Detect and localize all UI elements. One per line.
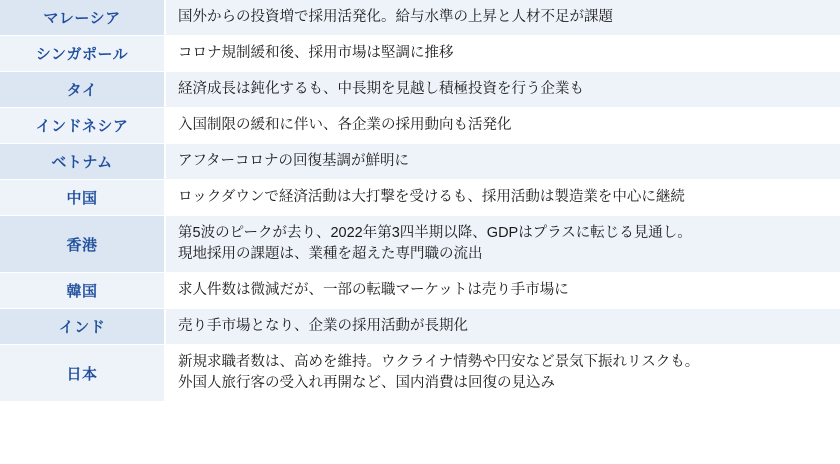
table-row [0,180,840,216]
description-cell [165,144,840,180]
description-cell [165,0,840,36]
description-cell [165,345,840,402]
country-label: 日本 [0,345,165,402]
table-row [0,36,840,72]
table-row [0,108,840,144]
table-row [0,309,840,345]
country-label: マレーシア [0,0,165,36]
country-label: ベトナム [0,144,165,180]
description-cell [165,108,840,144]
description-cell [165,273,840,309]
description-cell [165,36,840,72]
description-line: アフターコロナの回復基調が鮮明に [178,153,409,170]
table-row [0,144,840,180]
description-line: 売り手市場となり、企業の採用活動が長期化 [178,318,468,335]
description-line: コロナ規制緩和後、採用市場は堅調に推移 [178,45,454,62]
table-row [0,273,840,309]
table-row [0,216,840,273]
description-line: 新規求職者数は、高めを維持。ウクライナ情勢や円安など景気下振れリスクも。 [178,354,700,371]
country-label: タイ [0,72,165,108]
description-cell [165,72,840,108]
description-cell [165,309,840,345]
description-line: 国外からの投資増で採用活発化。給与水準の上昇と人材不足が課題 [178,9,613,25]
description-line: 経済成長は鈍化するも、中長期を見越し積極投資を行う企業も [178,81,584,98]
country-label: 韓国 [0,273,165,309]
description-line: 求人件数は微減だが、一部の転職マーケットは売り手市場に [178,282,569,299]
description-line: 第5波のピークが去り、2022年第3四半期以降、GDPはプラスに転じる見通し。 [178,225,692,242]
country-label: インドネシア [0,108,165,144]
country-label: インド [0,309,165,345]
country-label: シンガポール [0,36,165,72]
description-line: ロックダウンで経済活動は大打撃を受けるも、採用活動は製造業を中心に継続 [178,189,685,206]
table-row [0,345,840,402]
table-row [0,0,840,36]
table-row [0,72,840,108]
country-label: 中国 [0,180,165,216]
description-cell [165,180,840,216]
description-line: 入国制限の緩和に伴い、各企業の採用動向も活発化 [178,117,512,134]
description-line: 外国人旅行客の受入れ再開など、国内消費は回復の見込み [178,375,555,392]
country-label: 香港 [0,216,165,273]
description-line: 現地採用の課題は、業種を超えた専門職の流出 [178,246,483,263]
description-cell [165,216,840,273]
